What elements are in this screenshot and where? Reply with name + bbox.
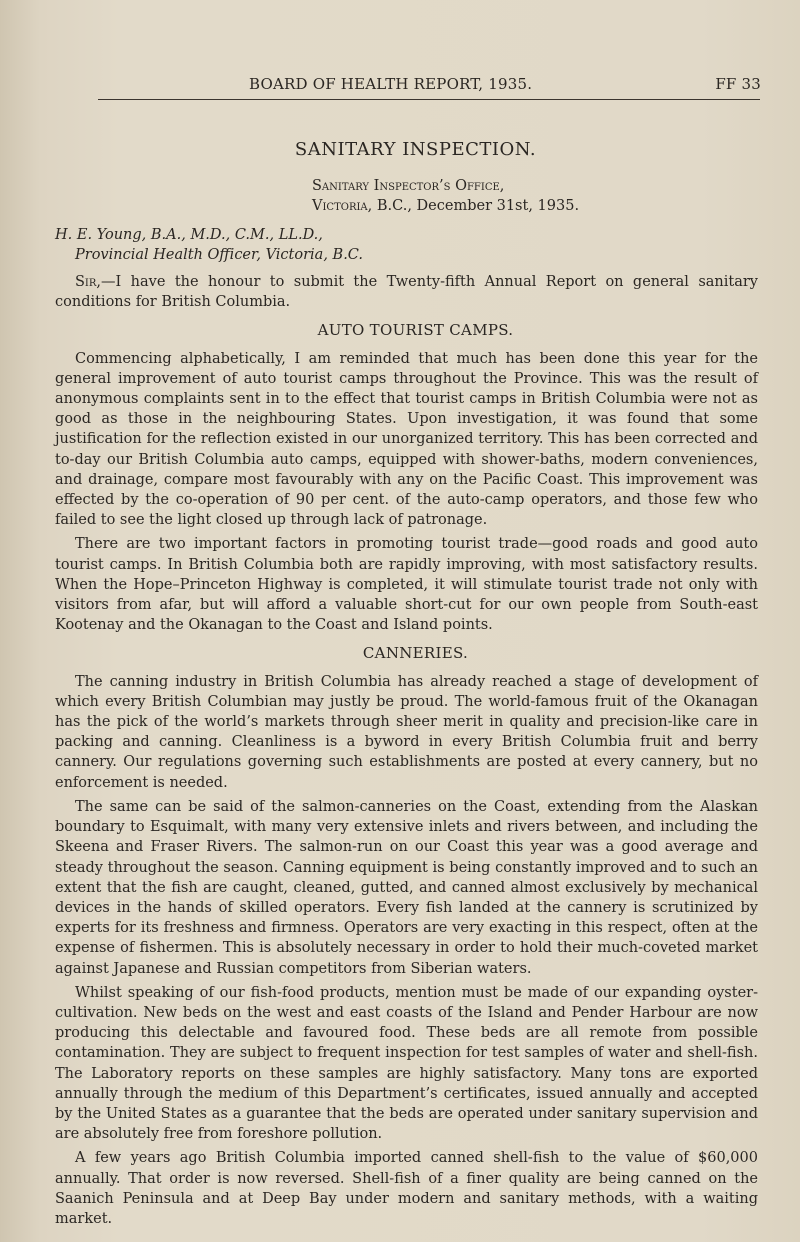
addressee-name: H. E. Young, B.A., M.D., C.M., LL.D., [55,226,323,243]
paragraph-canneries-2: The same can be said of the salmon-canneries on the Coast, extending from the Alaskan boundary to Esquimalt, with many very extensive inlets and rivers between, and including the Skeena and Fraser Rivers. The salmon-run on our Coast this year was a good average and steady throughout the season. Canning equipment is being constantly improved and to such an extent that the fish are caught, cleaned, gutted, and canned almost exclusively by mechanical devices in the hands of skilled operators. Every fish landed at the cannery is scrutinized by experts for its freshness and firmness. Operators are very exacting in this respect, often at the expense of fishermen. This is absolutely necessary in order to hold their much-coveted market against Japanese and Russian competitors from Siberian waters. [55,798,758,977]
office-address [55,176,758,216]
salutation-word: Sir [75,274,97,291]
section-heading-canneries: CANNERIES. [362,644,469,663]
report-body [55,140,758,1233]
header-title: BOARD OF HEALTH REPORT, 1935. [249,75,533,93]
salutation-text: ,—I have the honour to submit the Twenty-fifth Annual Report on general sanitary conditions for British Columbia. [55,274,758,311]
office-city: Victoria [312,198,368,215]
paragraph-canneries-1: The canning industry in British Columbia has already reached a stage of development of which every British Columbian may justly be proud. The world-famous fruit of the Okanagan has the pick of the world’s markets through sheer merit in quality and precision-like care in packing and canning. Cleanliness is a byword in every British Columbia fruit and berry cannery. Our regulations governing such establishments are posted at every cannery, but no enforcement is needed. [55,673,758,791]
office-date: , B.C., December 31st, 1935. [367,198,580,215]
paragraph-auto-camps-1: Commencing alphabetically, I am reminded that much has been done this year for the general improvement of auto tourist camps throughout the Province. This was the result of anonymous complaints sent in to the effect that tourist camps in British Columbia were not as good as those in the neighbouring States. Upon investigation, it was found that some justification for the reflection existed in our unorganized territory. This has been corrected and to-day our British Columbia auto camps, equipped with shower-baths, modern conveniences, and drainage, compare most favourably with any on the Pacific Coast. This improvement was effected by the co-operation of 90 per cent. of the auto-camp operators, and those few who failed to see the light closed up through lack of patronage. [55,350,758,529]
paragraph-canneries-4: A few years ago British Columbia imported canned shell-fish to the value of $60,000 annually. That order is now reversed. Shell-fish of a finer quality are being canned on the Saanich Peninsula and at Deep Bay under modern and sanitary methods, with a waiting market. [55,1150,758,1227]
office-line-2 [55,196,758,216]
running-header [249,67,761,95]
paragraph-auto-camps-2: There are two important factors in promoting tourist trade—good roads and good auto tourist camps. In British Columbia both are rapidly improving, with most satisfactory results. When the Hope–Princeton Highway is completed, it will stimulate tourist trade not only with visitors from afar, but will afford a valuable short-cut for our own people from South-east Kootenay and the Okanagan to the Coast and Island points. [55,536,758,634]
addressee-title: Provincial Health Officer, Victoria, B.C. [75,246,363,263]
document-title: SANITARY INSPECTION. [294,139,537,160]
salutation-paragraph [55,272,758,312]
page-number: FF 33 [715,75,761,93]
section-heading-auto-tourist-camps: AUTO TOURIST CAMPS. [317,321,514,340]
office-line-1: Sanitary Inspector’s Office, [312,178,505,195]
paragraph-canneries-3: Whilst speaking of our fish-food products, mention must be made of our expanding oyster-cultivation. New beds on the west and east coasts of the Island and Pender Harbour are now producing this delectable and favoured food. These beds are all remote from possible contamination. They are subject to frequent inspection for test samples of water and shell-fish. The Laboratory reports on these samples are highly satisfactory. Many tons are exported annually through the medium of this Department’s certificates, issued annually and accepted by the United States as a guarantee that the beds are operated under sanitary supervision and are absolutely free from foreshore pollution. [55,984,758,1143]
addressee [55,225,758,265]
header-rule [98,99,760,100]
